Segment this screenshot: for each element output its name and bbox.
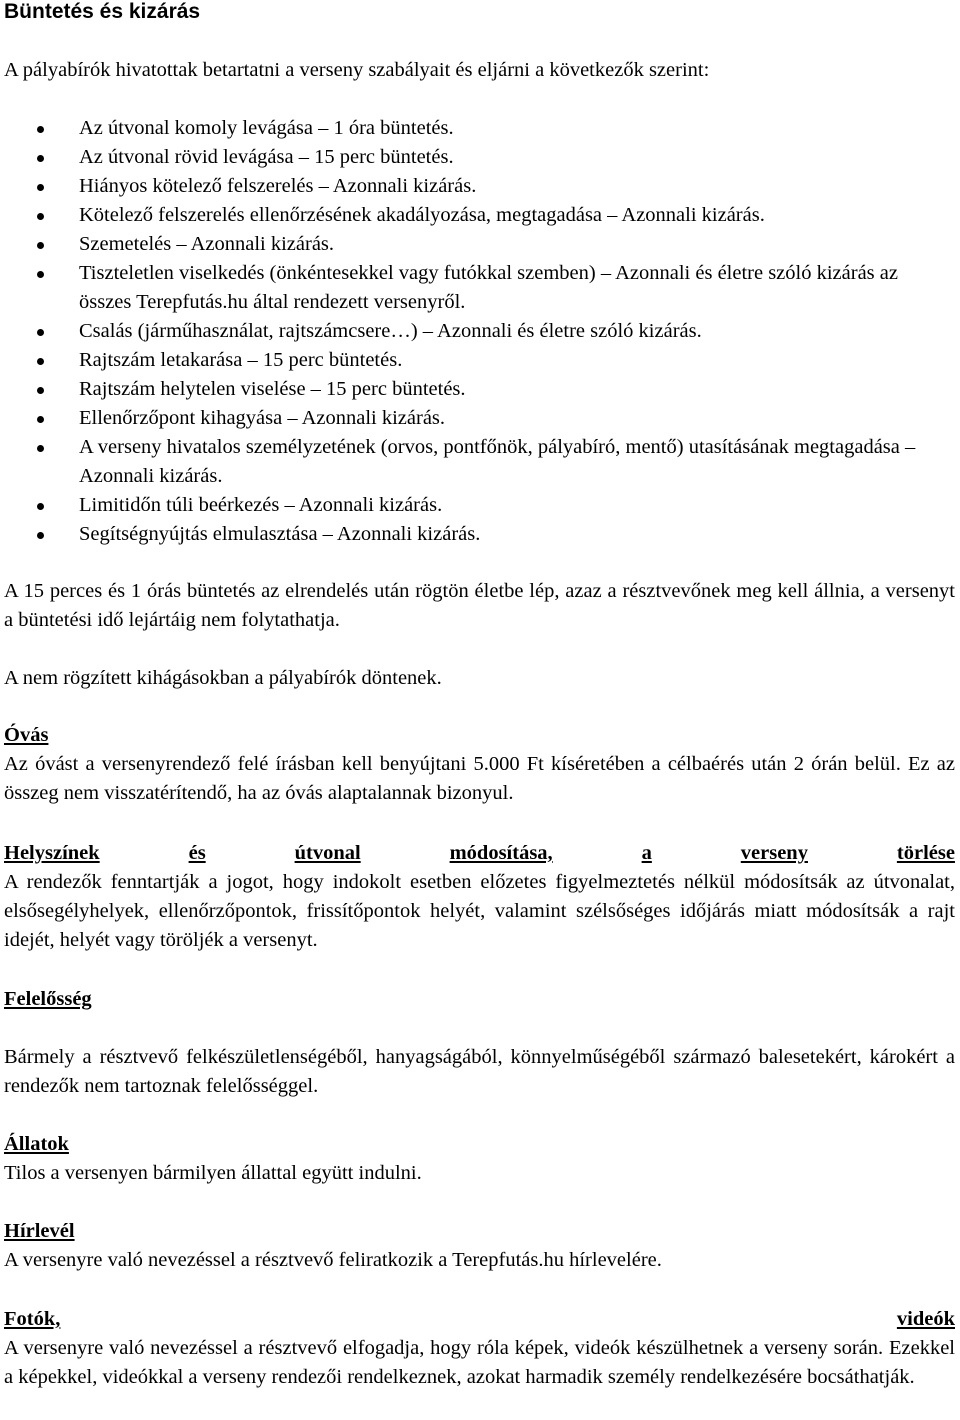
heading-word: verseny bbox=[740, 842, 808, 864]
heading-word: módosítása, bbox=[449, 842, 553, 864]
page-title: Büntetés és kizárás bbox=[4, 0, 201, 23]
list-item: Hiányos kötelező felszerelés – Azonnali kizárás. bbox=[4, 172, 955, 201]
section-text: Az óvást a versenyrendező felé írásban kell benyújtani 5.000 Ft kíséretében a célbaérés után 2 órán belül. Ez az összeg nem visszatérítendő, ha az óvás alaptalannak bizonyul. bbox=[4, 753, 955, 804]
heading-word: Helyszínek bbox=[4, 842, 100, 864]
section-heading bbox=[4, 839, 955, 868]
list-item: Kötelező felszerelés ellenőrzésének akadályozása, megtagadása – Azonnali kizárás. bbox=[4, 201, 955, 230]
newsletter-section bbox=[4, 1217, 955, 1275]
unlisted-offences-paragraph: A nem rögzített kihágásokban a pályabírók döntenek. bbox=[4, 667, 442, 689]
section-text: Bármely a résztvevő felkészületlenségéből, hanyagságából, könnyelműségéből származó balesetekért, károkért a rendezők nem tartoznak felelősséggel. bbox=[4, 1046, 955, 1097]
list-item: Limitidőn túli beérkezés – Azonnali kizárás. bbox=[4, 491, 955, 520]
list-item: Tiszteletlen viselkedés (önkéntesekkel vagy futókkal szemben) – Azonnali és életre szóló kizárás az összes Terepfutás.hu által rendezett versenyről. bbox=[4, 259, 955, 317]
list-item: Rajtszám letakarása – 15 perc büntetés. bbox=[4, 346, 955, 375]
heading-word: útvonal bbox=[294, 842, 361, 864]
section-text: A versenyre való nevezéssel a résztvevő elfogadja, hogy róla képek, videók készülhetnek a verseny során. Ezekkel a képekkel, videókkal a verseny rendezői rendelkeznek, azokat harmadik személy rendelkezésére bocsáthatják. bbox=[4, 1337, 955, 1388]
protest-section bbox=[4, 721, 955, 808]
liability-section bbox=[4, 985, 955, 1101]
list-item: A verseny hivatalos személyzetének (orvos, pontfőnök, pályabíró, mentő) utasításának megtagadása – Azonnali kizárás. bbox=[4, 433, 955, 491]
list-item: Szemetelés – Azonnali kizárás. bbox=[4, 230, 955, 259]
heading-word: törlése bbox=[896, 842, 955, 864]
section-text: A rendezők fenntartják a jogot, hogy indokolt esetben előzetes figyelmeztetés nélkül módosítsák az útvonalat, elsősegélyhelyek, ellenőrzőpontok, frissítőpontok helyét, valamint szélsőséges időjárás miatt módosítsák a rajt idejét, helyét vagy töröljék a versenyt. bbox=[4, 871, 955, 951]
section-heading: Felelősség bbox=[4, 988, 92, 1010]
section-heading: Állatok bbox=[4, 1133, 69, 1155]
section-text: A versenyre való nevezéssel a résztvevő feliratkozik a Terepfutás.hu hírlevelére. bbox=[4, 1249, 662, 1271]
list-item: Rajtszám helytelen viselése – 15 perc büntetés. bbox=[4, 375, 955, 404]
list-item: Csalás (járműhasználat, rajtszámcsere…) – Azonnali és életre szóló kizárás. bbox=[4, 317, 955, 346]
heading-word: a bbox=[641, 842, 652, 864]
section-heading bbox=[4, 1305, 955, 1334]
media-section bbox=[4, 1305, 955, 1392]
changes-section bbox=[4, 839, 955, 955]
heading-word: videók bbox=[896, 1308, 955, 1330]
penalty-rules-list bbox=[4, 114, 955, 549]
heading-word: és bbox=[188, 842, 206, 864]
intro-paragraph: A pályabírók hivatottak betartatni a verseny szabályait és eljárni a következők szerint: bbox=[4, 59, 710, 81]
list-item: Az útvonal komoly levágása – 1 óra büntetés. bbox=[4, 114, 955, 143]
list-item: Segítségnyújtás elmulasztása – Azonnali kizárás. bbox=[4, 520, 955, 549]
animals-section bbox=[4, 1130, 955, 1188]
penalty-note-paragraph: A 15 perces és 1 órás büntetés az elrendelés után rögtön életbe lép, azaz a résztvevőnek meg kell állnia, a versenyt a büntetési idő lejártáig nem folytathatja. bbox=[4, 580, 955, 631]
section-text: Tilos a versenyen bármilyen állattal együtt indulni. bbox=[4, 1162, 422, 1184]
list-item: Ellenőrzőpont kihagyása – Azonnali kizárás. bbox=[4, 404, 955, 433]
section-heading: Óvás bbox=[4, 724, 49, 746]
list-item: Az útvonal rövid levágása – 15 perc büntetés. bbox=[4, 143, 955, 172]
section-heading: Hírlevél bbox=[4, 1220, 75, 1242]
heading-word: Fotók, bbox=[4, 1308, 61, 1330]
